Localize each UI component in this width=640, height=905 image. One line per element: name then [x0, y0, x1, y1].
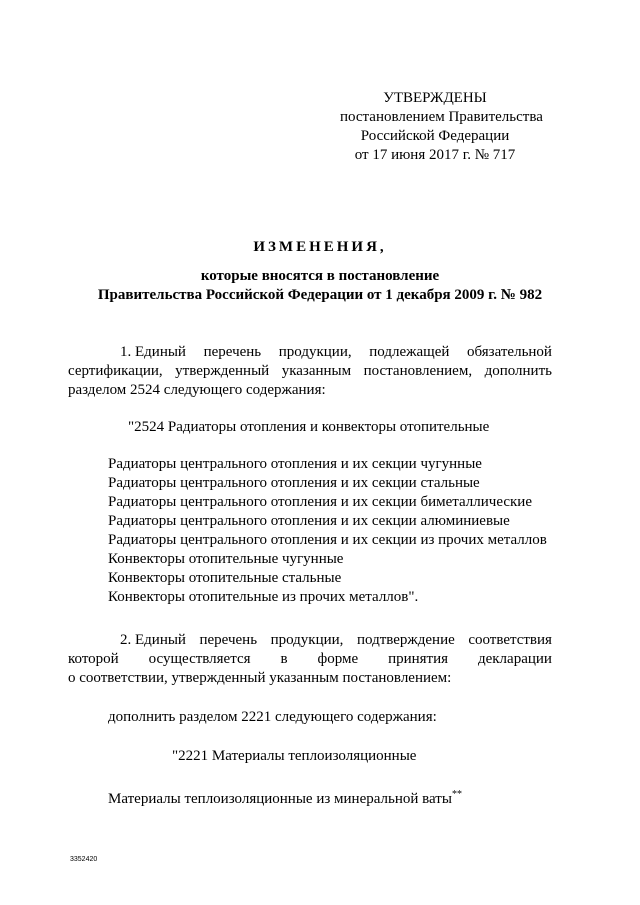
section-2524-heading: "2524 Радиаторы отопления и конвекторы отопительные [128, 419, 490, 435]
section-2221-item-text: Материалы теплоизоляционные из минеральной ваты [108, 791, 452, 807]
item-1-line-1 [68, 343, 552, 362]
word: обязательной [467, 344, 552, 360]
item-2-line-2 [68, 650, 552, 669]
section-2221-heading: "2221 Материалы теплоизоляционные [172, 748, 417, 764]
word: перечень [199, 632, 258, 648]
item-2-line-4: дополнить разделом 2221 следующего содержания: [108, 709, 437, 725]
word: декларации [477, 651, 552, 667]
list-item: Радиаторы центрального отопления и их секции чугунные [108, 456, 482, 472]
word: утвержденный [175, 363, 270, 379]
word: подлежащей [369, 344, 450, 360]
section-2221-item [108, 790, 462, 809]
item-2-paragraph [68, 631, 552, 688]
approval-title: УТВЕРЖДЕНЫ [383, 90, 487, 106]
section-2524-list [108, 455, 547, 607]
word: 1. Единый [120, 344, 186, 360]
document-number: 3352420 [70, 856, 98, 863]
word: подтверждение [356, 632, 455, 648]
word: соответствия [468, 632, 552, 648]
list-item: Радиаторы центрального отопления и их секции биметаллические [108, 494, 532, 510]
word: продукции, [278, 344, 352, 360]
word: указанным [281, 363, 352, 379]
word: сертификации, [68, 363, 163, 379]
approval-line-3: от 17 июня 2017 г. № 717 [354, 147, 516, 163]
document-title: ИЗМЕНЕНИЯ, [253, 239, 387, 255]
item-1-line-2 [68, 362, 552, 381]
item-1-line-3: разделом 2524 следующего содержания: [68, 382, 326, 398]
list-item: Радиаторы центрального отопления и их секции из прочих металлов [108, 532, 547, 548]
footnote-mark: ** [451, 789, 462, 800]
approval-line-1: постановлением Правительства [340, 109, 543, 125]
list-item: Радиаторы центрального отопления и их секции алюминиевые [108, 513, 510, 529]
list-item: Конвекторы отопительные чугунные [108, 551, 344, 567]
word: принятия [388, 651, 449, 667]
document-subtitle [0, 267, 640, 305]
word: в [280, 651, 288, 667]
item-2-line-3: о соответствии, утвержденный указанным постановлением: [68, 670, 452, 686]
word: продукции, [270, 632, 344, 648]
word: постановлением, [363, 363, 473, 379]
word: которой [68, 651, 119, 667]
list-item: Конвекторы отопительные из прочих металлов". [108, 589, 419, 605]
word: форме [317, 651, 359, 667]
list-item: Радиаторы центрального отопления и их секции стальные [108, 475, 480, 491]
subtitle-line-2: Правительства Российской Федерации от 1 декабря 2009 г. № 982 [97, 287, 543, 303]
word: 2. Единый [120, 632, 186, 648]
word: осуществляется [148, 651, 251, 667]
item-2-line-1 [68, 631, 552, 650]
list-item: Конвекторы отопительные стальные [108, 570, 342, 586]
word: дополнить [484, 363, 552, 379]
approval-line-2: Российской Федерации [360, 128, 510, 144]
approval-block [340, 89, 543, 165]
word: перечень [203, 344, 262, 360]
item-1-paragraph [68, 343, 552, 400]
subtitle-line-1: которые вносятся в постановление [200, 268, 440, 284]
